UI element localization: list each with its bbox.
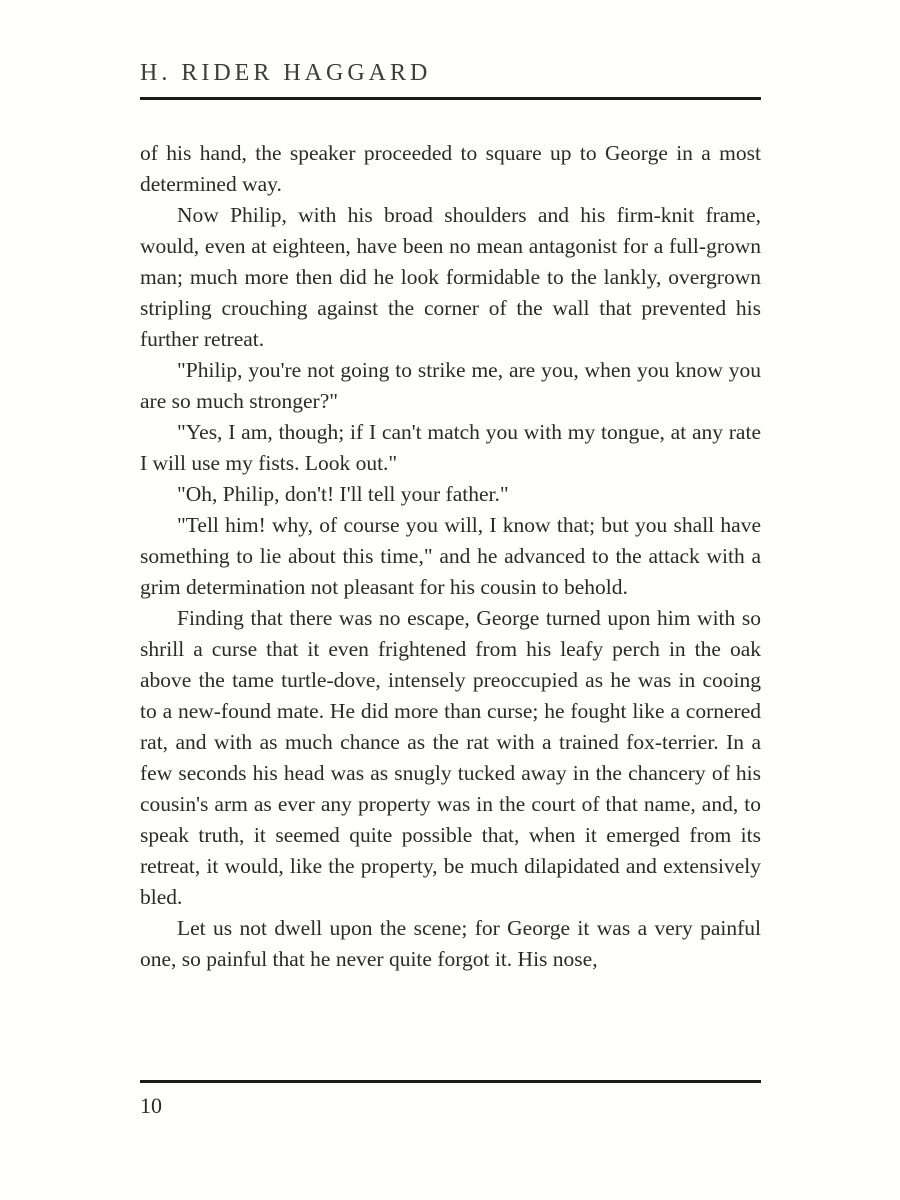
page-header bbox=[140, 60, 761, 100]
page-footer bbox=[140, 1080, 761, 1119]
running-title: H. RIDER HAGGARD bbox=[140, 60, 432, 86]
paragraph: "Philip, you're not going to strike me, are you, when you know you are so much stronger?" bbox=[140, 358, 761, 413]
paragraph: Now Philip, with his broad shoulders and his firm-knit frame, would, even at eighteen, have been no mean antagonist for a full-grown man; much more then did he look formidable to the lankly, overgrown stripling crouching against the corner of the wall that prevented his further retreat. bbox=[140, 203, 761, 351]
footer-rule bbox=[140, 1080, 761, 1083]
page-body bbox=[140, 138, 761, 975]
paragraph: of his hand, the speaker proceeded to square up to George in a most determined way. bbox=[140, 141, 761, 196]
paragraph: Let us not dwell upon the scene; for George it was a very painful one, so painful that he never quite forgot it. His nose, bbox=[140, 916, 761, 971]
paragraph: Finding that there was no escape, George turned upon him with so shrill a curse that it even frightened from his leafy perch in the oak above the tame turtle-dove, intensely preoccupied as he was in cooing to a new-found mate. He did more than curse; he fought like a cornered rat, and with as much chance as the rat with a trained fox-terrier. In a few seconds his head was as snugly tucked away in the chancery of his cousin's arm as ever any property was in the court of that name, and, to speak truth, it seemed quite possible that, when it emerged from its retreat, it would, like the property, be much dilapidated and extensively bled. bbox=[140, 606, 761, 909]
paragraph: "Tell him! why, of course you will, I know that; but you shall have something to lie about this time," and he advanced to the attack with a grim determination not pleasant for his cousin to behold. bbox=[140, 513, 761, 599]
paragraph: "Yes, I am, though; if I can't match you with my tongue, at any rate I will use my fists. Look out." bbox=[140, 420, 761, 475]
header-rule bbox=[140, 97, 761, 100]
page-number: 10 bbox=[140, 1093, 162, 1118]
paragraph: "Oh, Philip, don't! I'll tell your father." bbox=[177, 482, 509, 506]
